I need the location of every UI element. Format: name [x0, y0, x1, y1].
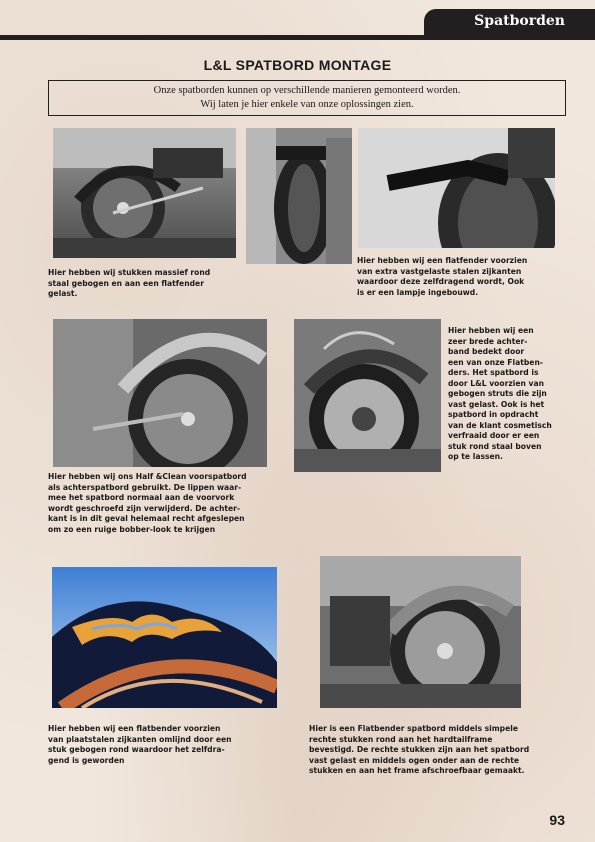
caption-6-line: vast gelast en middels ogen onder aan de rechte: [309, 755, 520, 765]
caption-4-line: mee het spatbord normaal aan de voorvork: [48, 493, 235, 502]
caption-1-line: gelast.: [48, 289, 78, 298]
caption-1: [48, 268, 210, 300]
photo-wide-tire-fender: [294, 319, 441, 472]
caption-3-line: zeer brede achter-: [448, 336, 528, 346]
caption-3-line: vast gelast. Ook is het: [448, 399, 545, 409]
section-tab: [424, 9, 595, 36]
photo-rear-tire: [246, 128, 352, 264]
page-number: 93: [549, 812, 565, 828]
caption-3-line: band bedekt door: [448, 347, 525, 356]
caption-3-line: door L&L voorzien van: [448, 378, 545, 388]
caption-3-line: op te lassen.: [448, 452, 503, 461]
caption-5-line: van plaatstalen zijkanten omlijnd door een: [48, 734, 232, 744]
section-tab-label: Spatborden: [474, 13, 565, 29]
caption-4-line: om zo een ruige bobber-look te krijgen: [48, 524, 216, 534]
caption-6: [309, 724, 529, 777]
caption-6-line: Hier is een Flatbender spatbord middels simpele: [309, 724, 518, 733]
intro-box: [48, 80, 566, 116]
caption-3-line: gebogen struts die zijn: [448, 389, 547, 398]
caption-3-line: ders. Het spatbord is: [448, 368, 539, 377]
caption-3-line: Hier hebben wij een: [448, 326, 534, 335]
caption-1-line: staal gebogen en aan een flatfender: [48, 278, 204, 288]
caption-3-line: een van onze Flatben-: [448, 357, 543, 367]
caption-2: [357, 256, 527, 298]
caption-4-line: als achterspatbord gebruikt. De lippen waar-: [48, 482, 242, 492]
photo-fender-rods: [53, 128, 236, 258]
caption-5-line: Hier hebben wij een flatbender voorzien: [48, 724, 221, 733]
caption-4-line: Hier hebben wij ons Half &Clean voorspatbord: [48, 472, 247, 481]
caption-4-line: wordt geschroefd zijn verwijderd. De achter-: [48, 503, 241, 513]
photo-fender-lamp: [358, 128, 555, 248]
caption-6-line: rechte stukken rond aan het hardtailframe: [309, 734, 493, 744]
caption-4: [48, 472, 247, 535]
photo-hardtail-fender: [320, 556, 521, 708]
caption-3-line: spatbord in opdracht: [448, 410, 539, 419]
intro-line-1: Onze spatborden kunnen op verschillende manieren gemonteerd worden.: [153, 85, 461, 96]
caption-4-line: kant is in dit geval helemaal recht afgeslepen: [48, 514, 245, 523]
caption-5-line: gend is geworden: [48, 755, 125, 765]
caption-1-line: Hier hebben wij stukken massief rond: [48, 268, 211, 277]
caption-2-line: van extra vastgelaste stalen zijkanten: [357, 266, 522, 276]
caption-3-line: stuk rond staal boven: [448, 441, 542, 451]
caption-5-line: stuk gebogen rond waardoor het zelfdra-: [48, 745, 225, 754]
caption-3-line: verfraaid door er een: [448, 431, 540, 440]
page-title: L&L SPATBORD MONTAGE: [203, 57, 392, 73]
photo-flame-fender: [52, 567, 277, 708]
intro-line-2: Wij laten je hier enkele van onze oplossingen zien.: [200, 99, 414, 110]
caption-2-line: Hier hebben wij een flatfender voorzien: [357, 256, 528, 265]
caption-3: [448, 326, 552, 463]
header-rule: [0, 35, 595, 40]
caption-3-line: van de klant cosmetisch: [448, 420, 552, 430]
caption-2-line: waardoor deze zelfdragend wordt, Ook: [357, 277, 525, 286]
caption-6-line: bevestigd. De rechte stukken zijn aan het spatbord: [309, 745, 530, 754]
caption-6-line: stukken en aan het frame afschroefbaar gemaakt.: [309, 766, 525, 775]
photo-half-clean-fender: [53, 319, 267, 467]
caption-5: [48, 724, 232, 766]
caption-2-line: is er een lampje ingebouwd.: [357, 287, 479, 297]
